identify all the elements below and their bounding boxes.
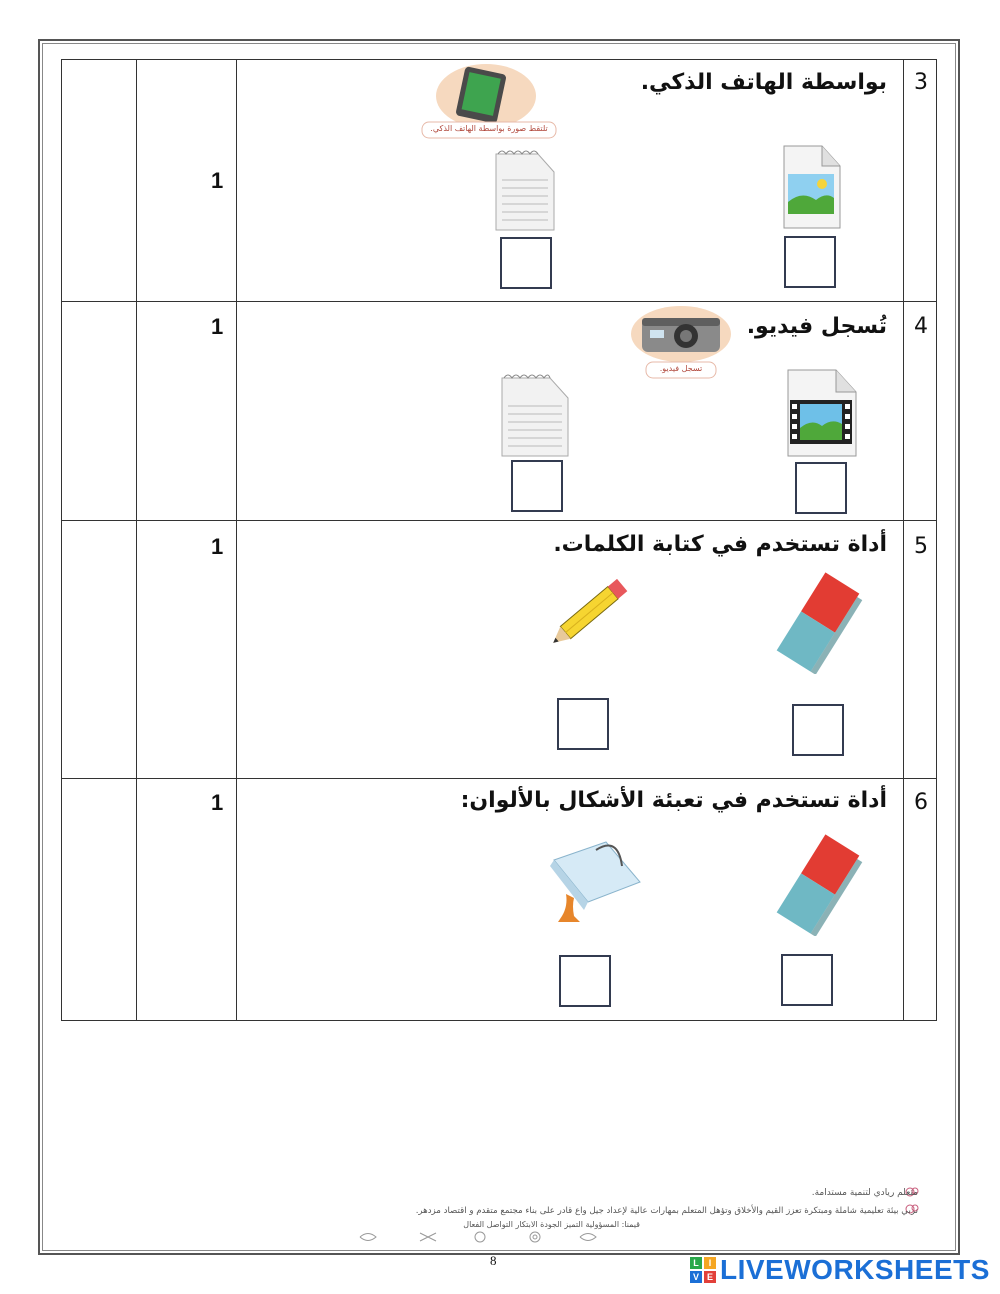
row-divider bbox=[62, 520, 936, 521]
footer-values: قيمنا: المسؤولية التميز الجودة الابتكار التواصل الفعال bbox=[463, 1220, 640, 1229]
liveworksheets-brand[interactable] bbox=[690, 1254, 990, 1286]
brand-name: LIVEWORKSHEETS bbox=[720, 1254, 990, 1285]
question-score: 1 bbox=[211, 314, 224, 339]
answer-checkbox-text-file[interactable] bbox=[511, 460, 563, 512]
question-number: 5 bbox=[914, 534, 928, 559]
question-number: 4 bbox=[914, 314, 928, 339]
video-file-icon bbox=[786, 368, 858, 458]
badge-label: تلتقط صورة بواسطة الهاتف الذكي. bbox=[430, 124, 548, 133]
question-text: بواسطة الهاتف الذكي. bbox=[640, 70, 887, 95]
logo-letter: L bbox=[690, 1257, 702, 1269]
liveworksheets-logo-icon bbox=[690, 1257, 716, 1283]
row-divider bbox=[62, 778, 936, 779]
column-divider bbox=[903, 60, 904, 1020]
logo-letter: E bbox=[704, 1271, 716, 1283]
text-file-icon bbox=[494, 148, 556, 232]
answer-checkbox-text-file[interactable] bbox=[500, 237, 552, 289]
footer-vision: متعلم ريادي لتنمية مستدامة. bbox=[811, 1188, 918, 1198]
question-number: 6 bbox=[914, 790, 928, 815]
question-text: أداة تستخدم في تعبئة الأشكال بالألوان: bbox=[460, 788, 887, 813]
answer-checkbox-video-file[interactable] bbox=[795, 462, 847, 514]
eraser-icon bbox=[770, 832, 866, 936]
question-score: 1 bbox=[211, 534, 224, 559]
answer-checkbox-eraser[interactable] bbox=[792, 704, 844, 756]
answer-checkbox-eraser[interactable] bbox=[781, 954, 833, 1006]
paint-bucket-icon bbox=[546, 836, 646, 928]
question-text: تُسجل فيديو. bbox=[746, 314, 887, 339]
column-divider bbox=[236, 60, 237, 1020]
text-file-icon bbox=[500, 372, 570, 458]
question-score: 1 bbox=[211, 168, 224, 193]
footer-mission: نربي بيئة تعليمية شاملة ومبتكرة تعزز القيم والأخلاق وتؤهل المتعلم بمهارات عالية لإعداد جيل واع قادر على بناء مجتمع متقدم و اقتصاد مزدهر. bbox=[415, 1206, 918, 1216]
answer-checkbox-paint-bucket[interactable] bbox=[559, 955, 611, 1007]
logo-letter: I bbox=[704, 1257, 716, 1269]
question-score: 1 bbox=[211, 790, 224, 815]
page-number: 8 bbox=[490, 1253, 497, 1268]
values-icons bbox=[350, 1230, 620, 1244]
row-divider bbox=[62, 301, 936, 302]
answer-checkbox-image-file[interactable] bbox=[784, 236, 836, 288]
smartphone-badge bbox=[420, 64, 558, 144]
eraser-icon bbox=[770, 570, 866, 674]
pencil-icon bbox=[540, 566, 640, 658]
image-file-icon bbox=[782, 144, 842, 230]
column-divider bbox=[136, 60, 137, 1020]
badge-label: تسجل فيديو. bbox=[659, 364, 703, 373]
answer-checkbox-pencil[interactable] bbox=[557, 698, 609, 750]
logo-letter: V bbox=[690, 1271, 702, 1283]
question-number: 3 bbox=[914, 70, 928, 95]
camera-badge bbox=[628, 304, 734, 382]
question-text: أداة تستخدم في كتابة الكلمات. bbox=[553, 532, 887, 557]
